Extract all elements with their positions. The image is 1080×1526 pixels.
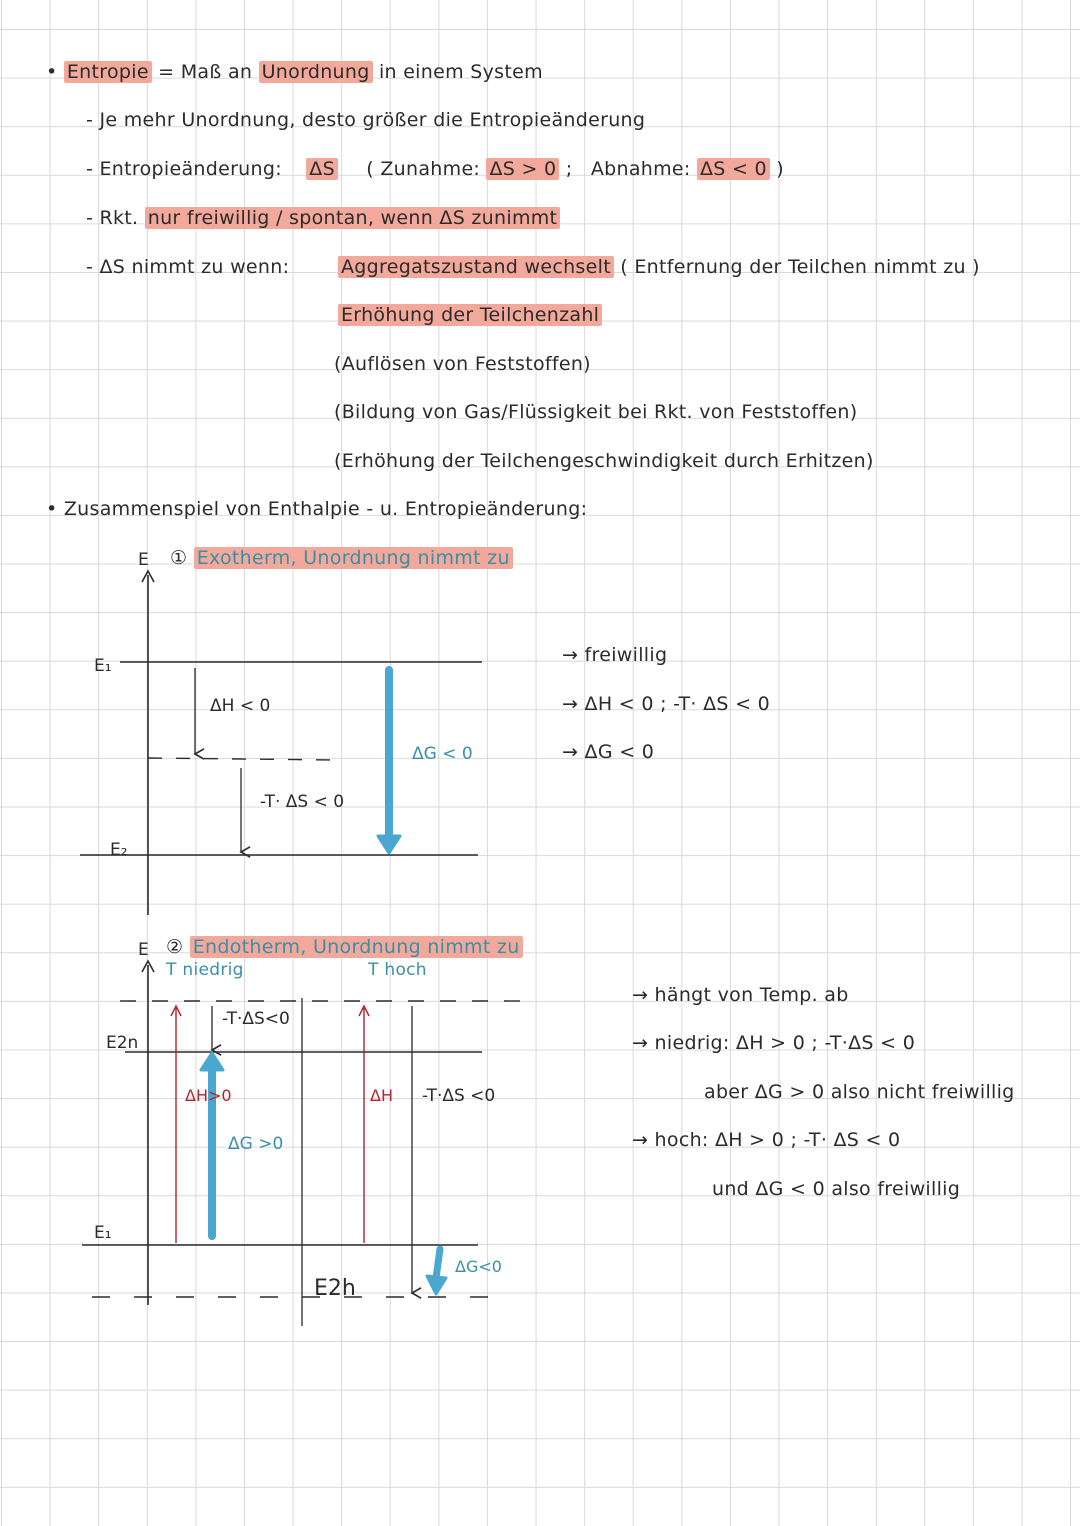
bullet: • [46,61,58,83]
diagram1-note-2: → ΔH < 0 ; -T· ΔS < 0 [562,693,771,715]
interplay-heading: • Zusammenspiel von Enthalpie - u. Entropieänderung: [46,498,588,520]
condition-2-highlight: Erhöhung der Teilchenzahl [338,304,602,326]
diagram2-note-3: aber ΔG > 0 also nicht freiwillig [704,1081,1015,1103]
close-paren: ) [776,158,784,180]
diagram1-dg-label: ΔG < 0 [412,744,473,764]
diagram2-t-low: T niedrig [166,960,244,980]
diagram1-note-3: → ΔG < 0 [562,741,655,763]
delta-s-symbol: ΔS [306,158,338,180]
diagram1-title: Exotherm, Unordnung nimmt zu [194,547,513,569]
decrease-value: ΔS < 0 [697,158,770,180]
diagram1-e1-label: E₁ [94,656,112,676]
diagram2-note-4: → hoch: ΔH > 0 ; -T· ΔS < 0 [632,1129,901,1151]
diagram1-dh-label: ΔH < 0 [210,696,271,716]
diagram1-ts-label: -T· ΔS < 0 [260,792,345,812]
diagram2-e2n-label: E2n [106,1033,139,1053]
diagram2-e2h-label: E2h [314,1276,356,1301]
diagram2-dg-high-arrow [436,1249,440,1278]
increase-value: ΔS > 0 [486,158,559,180]
diagram2-dg-high-label: ΔG<0 [455,1257,502,1276]
diagram1-graphic [80,571,482,915]
diagram1-intermediate-level [148,758,338,760]
entropy-line-4: - ΔS nimmt zu wenn: [86,256,290,278]
diagram2-dg-high-arrowhead [427,1276,446,1294]
diagram1-e2-label: E₂ [110,840,128,860]
diagram2-graphic [82,961,532,1326]
diagram2-axis-label: E [138,940,150,960]
diagram1-number: ① [170,547,188,569]
diagram2-dg-low-arrowhead [201,1053,223,1070]
definition-eq: = Maß an [158,61,253,83]
diagram2-ts-high-label: -T·ΔS <0 [422,1086,496,1106]
condition-3: (Auflösen von Feststoffen) [334,353,591,375]
diagram2-e1-label: E₁ [94,1223,112,1243]
diagram2-dh-low-label: ΔH>0 [185,1086,232,1105]
diagram2-note-2: → niedrig: ΔH > 0 ; -T·ΔS < 0 [632,1032,916,1054]
condition-4: (Bildung von Gas/Flüssigkeit bei Rkt. von Feststoffen) [334,401,858,423]
entropy-change-label: - Entropieänderung: [86,158,282,180]
condition-1-note: ( Entfernung der Teilchen nimmt zu ) [620,256,980,278]
diagram2-ts-low-label: -T·ΔS<0 [222,1009,290,1029]
condition-1-highlight: Aggregatszustand wechselt [338,256,614,278]
diagram2-dh-high-label: ΔH [370,1086,393,1105]
diagram2-t-high: T hoch [368,960,427,980]
diagram2-note-5: und ΔG < 0 also freiwillig [712,1178,961,1200]
condition-5: (Erhöhung der Teilchengeschwindigkeit durch Erhitzen) [334,450,874,472]
disorder-term: Unordnung [259,61,373,83]
reaction-prefix: - Rkt. [86,207,139,229]
separator: ; [565,158,573,180]
definition-rest: in einem System [378,61,543,83]
diagram1-note-1: → freiwillig [562,644,668,666]
diagram2-note-1: → hängt von Temp. ab [632,984,849,1006]
diagram1-axis-label: E [138,550,150,570]
diagram1-dg-arrowhead [378,836,400,853]
decrease-label: Abnahme: [590,158,691,180]
diagram2-title: Endotherm, Unordnung nimmt zu [190,936,523,958]
spontaneous-condition: nur freiwillig / spontan, wenn ΔS zunimmt [145,207,561,229]
diagram2-dg-low-label: ΔG >0 [228,1134,284,1154]
entropy-line-1: - Je mehr Unordnung, desto größer die Entropieänderung [86,109,646,131]
diagram2-number: ② [166,936,184,958]
entropy-term: Entropie [64,61,152,83]
diagram2-header [166,935,523,959]
increase-label: ( Zunahme: [366,158,481,180]
